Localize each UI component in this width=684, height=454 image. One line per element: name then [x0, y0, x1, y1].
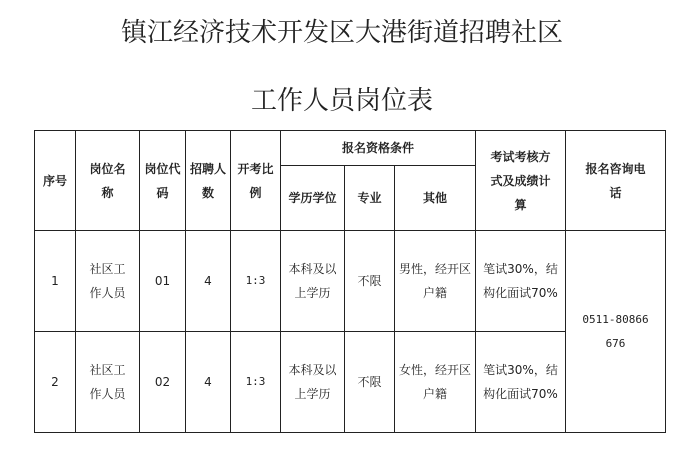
cell-phone: 0511-80866676 [566, 231, 666, 433]
cell-position-code: 02 [140, 332, 186, 433]
document-title-line-2: 工作人员岗位表 [250, 86, 433, 116]
cell-position-code: 01 [140, 231, 186, 332]
positions-table [34, 130, 666, 433]
header-hire-count: 招聘人数 [186, 131, 231, 231]
header-other: 其他 [395, 166, 476, 231]
cell-position-name: 社区工作人员 [76, 231, 140, 332]
cell-seq: 2 [35, 332, 76, 433]
cell-major: 不限 [345, 231, 395, 332]
cell-major: 不限 [345, 332, 395, 433]
document-title-line-1: 镇江经济技术开发区大港街道招聘社区 [120, 18, 563, 48]
table-row [35, 231, 666, 332]
cell-hire-count: 4 [186, 332, 231, 433]
header-requirements: 报名资格条件 [281, 131, 476, 166]
cell-exam-method: 笔试30%，结构化面试70% [476, 231, 566, 332]
header-position-name: 岗位名称 [76, 131, 140, 231]
cell-position-name: 社区工作人员 [76, 332, 140, 433]
header-position-code: 岗位代码 [140, 131, 186, 231]
header-exam-method: 考试考核方式及成绩计算 [476, 131, 566, 231]
cell-other: 女性，经开区户籍 [395, 332, 476, 433]
table-header-row-1 [35, 131, 666, 166]
header-ratio: 开考比例 [231, 131, 281, 231]
cell-ratio: 1:3 [231, 231, 281, 332]
header-phone: 报名咨询电话 [566, 131, 666, 231]
cell-hire-count: 4 [186, 231, 231, 332]
cell-other: 男性，经开区户籍 [395, 231, 476, 332]
cell-education: 本科及以上学历 [281, 231, 345, 332]
header-education: 学历学位 [281, 166, 345, 231]
header-major: 专业 [345, 166, 395, 231]
cell-education: 本科及以上学历 [281, 332, 345, 433]
header-seq: 序号 [35, 131, 76, 231]
cell-seq: 1 [35, 231, 76, 332]
cell-exam-method: 笔试30%，结构化面试70% [476, 332, 566, 433]
cell-ratio: 1:3 [231, 332, 281, 433]
